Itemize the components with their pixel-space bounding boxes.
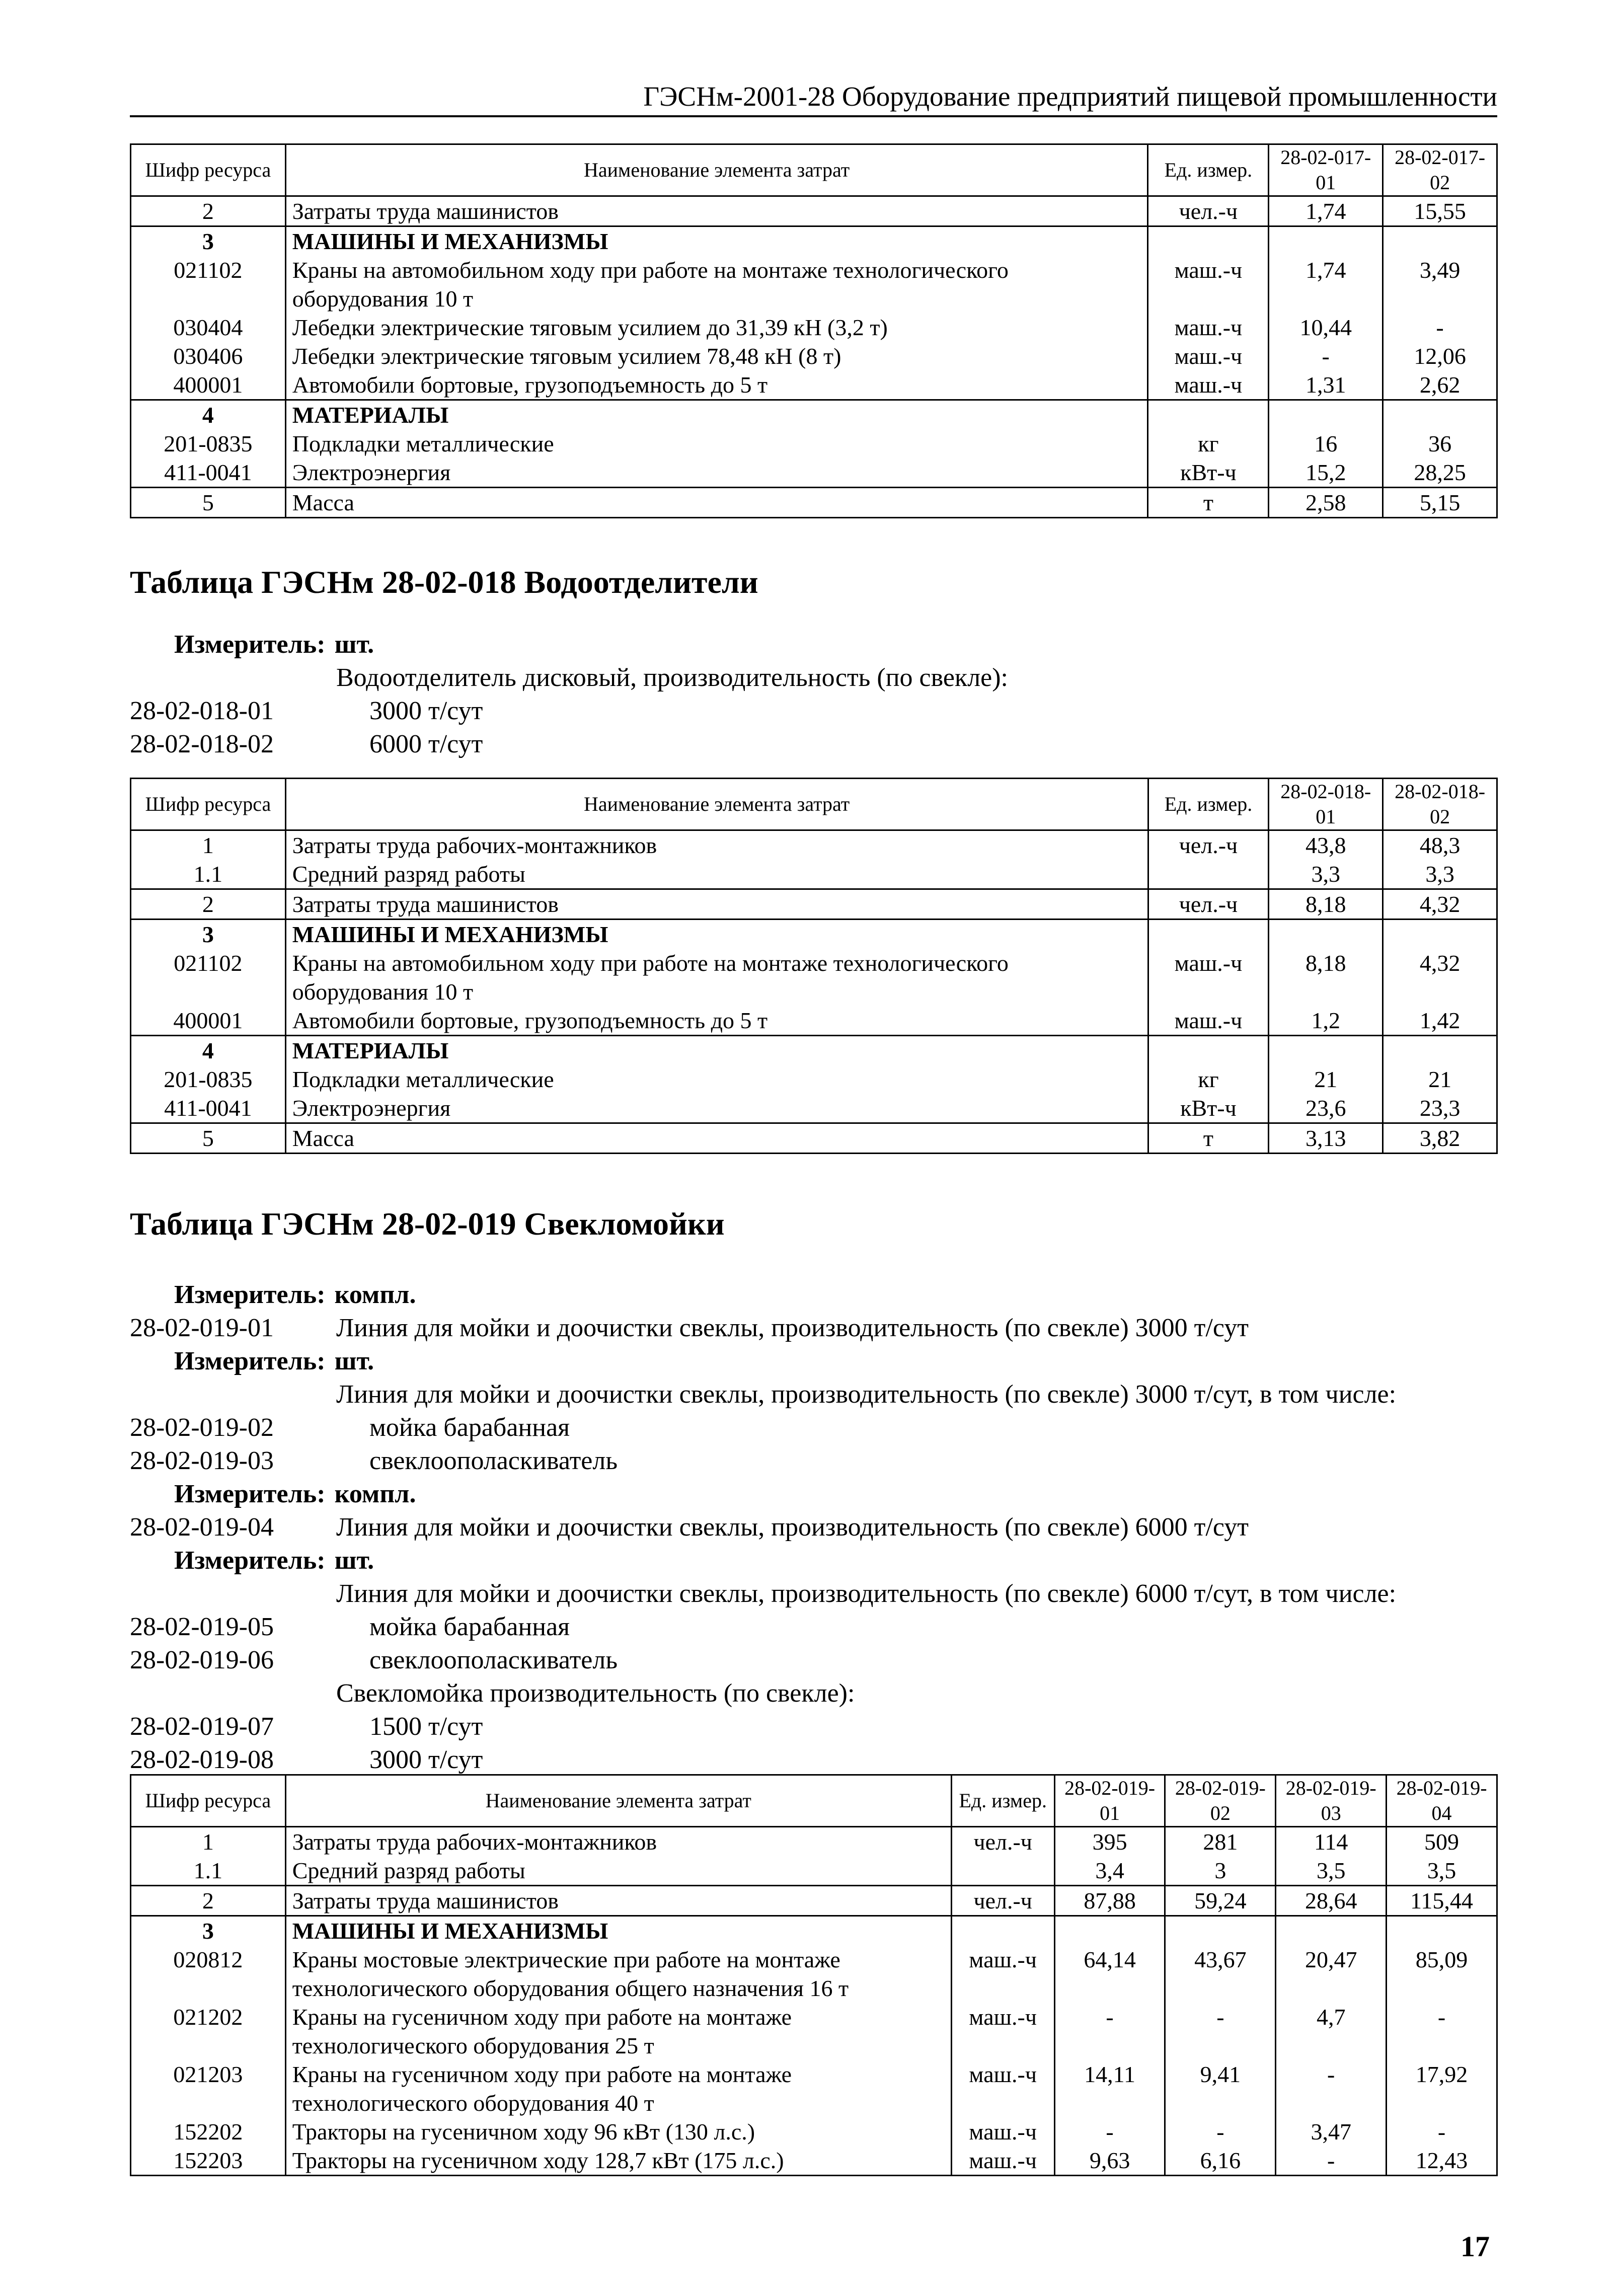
cell-value: 9,41 (1165, 2060, 1276, 2117)
item-code: 28-02-018-01 (130, 697, 274, 725)
cell-code: 400001 (131, 370, 286, 400)
cell-code: 3 (131, 1916, 286, 1946)
resource-table-019 (130, 1774, 1498, 2176)
item-code: 28-02-019-07 (130, 1712, 274, 1741)
cell-value (1269, 226, 1383, 256)
cell-unit: маш.-ч (951, 2117, 1054, 2146)
item-row (130, 1444, 1499, 1478)
item-text: свеклоополаскиватель (369, 1446, 618, 1475)
cell-value: 395 (1054, 1827, 1165, 1857)
cell-unit: кг (1148, 429, 1269, 458)
cell-code: 4 (131, 1036, 286, 1065)
cell-value (1383, 400, 1497, 430)
cell-value: 1,31 (1269, 370, 1383, 400)
cell-value: 5,15 (1383, 488, 1497, 518)
cell-name: Краны мостовые электрические при работе на монтаже технологического оборудования общего назначения 16 т (285, 1945, 951, 2003)
item-row (130, 1312, 1499, 1345)
cell-name: Затраты труда машинистов (285, 1886, 951, 1916)
item-text: Линия для мойки и доочистки свеклы, производительность (по свекле) 3000 т/сут (336, 1314, 1249, 1342)
cell-value: 28,25 (1383, 458, 1497, 488)
cell-unit: чел.-ч (1148, 889, 1269, 920)
cell-value: - (1383, 313, 1497, 342)
cell-value: 4,32 (1383, 949, 1497, 1006)
item-row (130, 1644, 1499, 1677)
cell-value: 10,44 (1269, 313, 1383, 342)
cell-value: 3,49 (1383, 256, 1497, 313)
cell-value: 23,3 (1383, 1094, 1497, 1123)
page-header: ГЭСНм-2001-28 Оборудование предприятий пищевой промышленности (130, 81, 1497, 117)
measure-label: Измеритель: (174, 1546, 326, 1575)
item-row (130, 1743, 1499, 1777)
table-row (131, 1094, 1497, 1123)
cell-value: 1,42 (1383, 1006, 1497, 1036)
measure-label: Измеритель: (174, 1347, 326, 1375)
table-row (131, 196, 1497, 226)
cell-code: 020812 (131, 1945, 286, 2003)
cell-name: Автомобили бортовые, грузоподъемность до 5 т (285, 1006, 1148, 1036)
desc-row (130, 661, 1499, 695)
cell-value (1383, 920, 1497, 949)
table-row (131, 458, 1497, 488)
item-code: 28-02-019-06 (130, 1646, 274, 1674)
cell-value: 3,3 (1383, 860, 1497, 889)
item-code: 28-02-019-01 (130, 1314, 274, 1342)
col-code-header: Шифр ресурса (131, 1775, 286, 1827)
cell-code: 411-0041 (131, 1094, 286, 1123)
cell-code: 2 (131, 196, 286, 226)
spec-block-019 (130, 1278, 1499, 1777)
item-text: мойка барабанная (369, 1613, 570, 1641)
table-row (131, 1065, 1497, 1094)
table-body (131, 1827, 1497, 2176)
item-code: 28-02-019-02 (130, 1413, 274, 1442)
cell-name: Краны на гусеничном ходу при работе на монтаже технологического оборудования 40 т (285, 2060, 951, 2117)
cell-code: 3 (131, 226, 286, 256)
cell-code: 021102 (131, 949, 286, 1006)
cell-unit: кВт-ч (1148, 1094, 1269, 1123)
item-text: свеклоополаскиватель (369, 1646, 618, 1674)
cell-value: 59,24 (1165, 1886, 1276, 1916)
cell-code: 5 (131, 488, 286, 518)
col-unit-header: Ед. измер. (951, 1775, 1054, 1827)
cell-value: 64,14 (1054, 1945, 1165, 2003)
cell-unit (1148, 400, 1269, 430)
item-text: 3000 т/сут (369, 697, 483, 725)
cell-code: 021102 (131, 256, 286, 313)
cell-code: 021203 (131, 2060, 286, 2117)
table-header-row (131, 1775, 1497, 1827)
cell-value: - (1276, 2146, 1387, 2176)
cell-name: Электроэнергия (285, 1094, 1148, 1123)
cell-value: 21 (1383, 1065, 1497, 1094)
cell-name: Лебедки электрические тяговым усилием до 31,39 кН (3,2 т) (285, 313, 1148, 342)
cell-value: 115,44 (1387, 1886, 1497, 1916)
col-code-header: Шифр ресурса (131, 144, 286, 196)
cell-value: 20,47 (1276, 1945, 1387, 2003)
cell-name: Лебедки электрические тяговым усилием 78,48 кН (8 т) (285, 342, 1148, 370)
table-row (131, 400, 1497, 430)
table-row (131, 370, 1497, 400)
col-value-header: 28-02-017-01 (1269, 144, 1383, 196)
table-row (131, 2003, 1497, 2060)
cell-unit: маш.-ч (1148, 370, 1269, 400)
cell-code: 4 (131, 400, 286, 430)
cell-value: 15,2 (1269, 458, 1383, 488)
cell-value (1387, 1916, 1497, 1946)
cell-name: Подкладки металлические (285, 429, 1148, 458)
measure-label: Измеритель: (174, 630, 326, 659)
cell-value: 9,63 (1054, 2146, 1165, 2176)
item-row (130, 1511, 1499, 1544)
desc-row (130, 1677, 1499, 1710)
col-name-header: Наименование элемента затрат (285, 1775, 951, 1827)
cell-code: 021202 (131, 2003, 286, 2060)
table-row (131, 1123, 1497, 1154)
cell-code: 3 (131, 920, 286, 949)
cell-unit: маш.-ч (951, 2146, 1054, 2176)
desc-row (130, 1378, 1499, 1411)
cell-name: Затраты труда машинистов (285, 889, 1148, 920)
col-value-header: 28-02-018-02 (1383, 779, 1497, 830)
measure-row (130, 1345, 1499, 1378)
measure-row (130, 1278, 1499, 1312)
cell-code: 1 (131, 830, 286, 860)
cell-unit: чел.-ч (951, 1827, 1054, 1857)
cell-name: МАТЕРИАЛЫ (285, 400, 1148, 430)
cell-value: 85,09 (1387, 1945, 1497, 2003)
cell-name: Затраты труда рабочих-монтажников (285, 1827, 951, 1857)
item-row (130, 695, 1499, 728)
cell-value (1054, 1916, 1165, 1946)
cell-value: 3,4 (1054, 1856, 1165, 1886)
cell-value: - (1387, 2003, 1497, 2060)
cell-code: 152203 (131, 2146, 286, 2176)
cell-name: Электроэнергия (285, 458, 1148, 488)
item-row (130, 1710, 1499, 1743)
description: Линия для мойки и доочистки свеклы, производительность (по свекле) 3000 т/сут, в том числе: (336, 1380, 1397, 1409)
cell-name: Подкладки металлические (285, 1065, 1148, 1094)
col-value-header: 28-02-019-01 (1054, 1775, 1165, 1827)
cell-unit (1148, 1036, 1269, 1065)
cell-code: 411-0041 (131, 458, 286, 488)
cell-value: 8,18 (1269, 889, 1383, 920)
item-text: мойка барабанная (369, 1413, 570, 1442)
cell-value: 2,62 (1383, 370, 1497, 400)
cell-value: 114 (1276, 1827, 1387, 1857)
cell-code: 030404 (131, 313, 286, 342)
cell-value: - (1276, 2060, 1387, 2117)
table-row (131, 256, 1497, 313)
table-row (131, 920, 1497, 949)
measure-value: шт. (334, 630, 374, 659)
cell-unit (1148, 920, 1269, 949)
cell-unit (1148, 860, 1269, 889)
cell-value: 14,11 (1054, 2060, 1165, 2117)
cell-unit: маш.-ч (951, 2060, 1054, 2117)
cell-value: 3,82 (1383, 1123, 1497, 1154)
measure-row (130, 628, 1499, 661)
cell-value: 3,47 (1276, 2117, 1387, 2146)
item-row (130, 728, 1499, 761)
cell-unit: кВт-ч (1148, 458, 1269, 488)
cell-value: 281 (1165, 1827, 1276, 1857)
cell-value (1276, 1916, 1387, 1946)
table-body (131, 196, 1497, 518)
cell-unit: маш.-ч (951, 2003, 1054, 2060)
spacer (130, 1378, 336, 1411)
cell-unit: маш.-ч (1148, 256, 1269, 313)
col-value-header: 28-02-019-03 (1276, 1775, 1387, 1827)
cell-unit: маш.-ч (1148, 342, 1269, 370)
cell-unit (951, 1916, 1054, 1946)
cell-value: 3,3 (1269, 860, 1383, 889)
cell-value: 509 (1387, 1827, 1497, 1857)
cell-value: 43,8 (1269, 830, 1383, 860)
cell-code: 152202 (131, 2117, 286, 2146)
measure-value: компл. (334, 1280, 416, 1309)
cell-unit: кг (1148, 1065, 1269, 1094)
cell-value: 16 (1269, 429, 1383, 458)
cell-value: 15,55 (1383, 196, 1497, 226)
table-body (131, 830, 1497, 1154)
table-row (131, 2060, 1497, 2117)
cell-name: Краны на автомобильном ходу при работе на монтаже технологического оборудования 10 т (285, 949, 1148, 1006)
cell-value: 17,92 (1387, 2060, 1497, 2117)
table-row (131, 949, 1497, 1006)
cell-unit: маш.-ч (1148, 313, 1269, 342)
cell-name: Масса (285, 1123, 1148, 1154)
item-text: 1500 т/сут (369, 1712, 483, 1741)
cell-value: - (1054, 2117, 1165, 2146)
col-value-header: 28-02-018-01 (1269, 779, 1383, 830)
cell-value (1383, 1036, 1497, 1065)
cell-value: 12,06 (1383, 342, 1497, 370)
cell-value: - (1054, 2003, 1165, 2060)
measure-value: шт. (334, 1546, 374, 1575)
table-row (131, 1856, 1497, 1886)
description: Водоотделитель дисковый, производительность (по свекле): (336, 663, 1008, 692)
cell-unit (951, 1856, 1054, 1886)
item-code: 28-02-019-03 (130, 1446, 274, 1475)
cell-value: 4,7 (1276, 2003, 1387, 2060)
cell-code: 1.1 (131, 1856, 286, 1886)
cell-code: 2 (131, 1886, 286, 1916)
cell-name: МАШИНЫ И МЕХАНИЗМЫ (285, 920, 1148, 949)
table-row (131, 313, 1497, 342)
cell-value: 1,74 (1269, 196, 1383, 226)
table-header-row (131, 144, 1497, 196)
description: Свекломойка производительность (по свекле): (336, 1679, 855, 1708)
table-row (131, 2146, 1497, 2176)
cell-value: 1,74 (1269, 256, 1383, 313)
cell-code: 5 (131, 1123, 286, 1154)
col-value-header: 28-02-019-04 (1387, 1775, 1497, 1827)
col-unit-header: Ед. измер. (1148, 144, 1269, 196)
table-row (131, 860, 1497, 889)
table-row (131, 1945, 1497, 2003)
cell-value: 8,18 (1269, 949, 1383, 1006)
cell-value: - (1165, 2117, 1276, 2146)
cell-name: Тракторы на гусеничном ходу 96 кВт (130 л.с.) (285, 2117, 951, 2146)
cell-unit (1148, 226, 1269, 256)
cell-value: 87,88 (1054, 1886, 1165, 1916)
cell-unit: т (1148, 488, 1269, 518)
col-value-header: 28-02-017-02 (1383, 144, 1497, 196)
table-row (131, 488, 1497, 518)
cell-value (1165, 1916, 1276, 1946)
item-text: 6000 т/сут (369, 730, 483, 758)
measure-row (130, 1544, 1499, 1577)
cell-code: 1.1 (131, 860, 286, 889)
table-row (131, 2117, 1497, 2146)
cell-value: - (1165, 2003, 1276, 2060)
description: Линия для мойки и доочистки свеклы, производительность (по свекле) 6000 т/сут, в том числе: (336, 1579, 1397, 1608)
cell-code: 2 (131, 889, 286, 920)
cell-unit: маш.-ч (1148, 1006, 1269, 1036)
cell-value: - (1269, 342, 1383, 370)
cell-unit: маш.-ч (1148, 949, 1269, 1006)
cell-name: Затраты труда машинистов (285, 196, 1148, 226)
table-row (131, 889, 1497, 920)
cell-value: 43,67 (1165, 1945, 1276, 2003)
cell-value: 21 (1269, 1065, 1383, 1094)
cell-value: 1,2 (1269, 1006, 1383, 1036)
table-row (131, 1827, 1497, 1857)
cell-unit: чел.-ч (1148, 196, 1269, 226)
cell-unit: т (1148, 1123, 1269, 1154)
table-row (131, 1886, 1497, 1916)
cell-name: МАТЕРИАЛЫ (285, 1036, 1148, 1065)
spacer (130, 1677, 336, 1710)
col-unit-header: Ед. измер. (1148, 779, 1269, 830)
item-code: 28-02-019-08 (130, 1745, 274, 1774)
cell-unit: чел.-ч (951, 1886, 1054, 1916)
table-row (131, 342, 1497, 370)
col-code-header: Шифр ресурса (131, 779, 286, 830)
item-code: 28-02-019-05 (130, 1613, 274, 1641)
desc-row (130, 1577, 1499, 1611)
cell-value: - (1387, 2117, 1497, 2146)
table-title-019: Таблица ГЭСНм 28-02-019 Свекломойки (130, 1206, 725, 1242)
cell-code: 201-0835 (131, 1065, 286, 1094)
cell-value: 23,6 (1269, 1094, 1383, 1123)
item-code: 28-02-019-04 (130, 1513, 274, 1542)
resource-table-018 (130, 778, 1498, 1154)
cell-name: МАШИНЫ И МЕХАНИЗМЫ (285, 1916, 951, 1946)
item-code: 28-02-018-02 (130, 730, 274, 758)
cell-value: 12,43 (1387, 2146, 1497, 2176)
measure-value: компл. (334, 1480, 416, 1508)
cell-value (1269, 1036, 1383, 1065)
table-header-row (131, 779, 1497, 830)
cell-value: 3 (1165, 1856, 1276, 1886)
cell-value: 3,5 (1276, 1856, 1387, 1886)
cell-name: Автомобили бортовые, грузоподъемность до 5 т (285, 370, 1148, 400)
cell-value: 36 (1383, 429, 1497, 458)
col-name-header: Наименование элемента затрат (285, 144, 1148, 196)
cell-unit: маш.-ч (951, 1945, 1054, 2003)
item-row (130, 1411, 1499, 1444)
measure-value: шт. (334, 1347, 374, 1375)
spec-block-018 (130, 628, 1499, 761)
cell-value: 48,3 (1383, 830, 1497, 860)
spacer (130, 1577, 336, 1611)
table-row (131, 429, 1497, 458)
cell-value (1383, 226, 1497, 256)
cell-code: 1 (131, 1827, 286, 1857)
cell-value: 28,64 (1276, 1886, 1387, 1916)
cell-value: 3,13 (1269, 1123, 1383, 1154)
col-value-header: 28-02-019-02 (1165, 1775, 1276, 1827)
cell-code: 201-0835 (131, 429, 286, 458)
measure-row (130, 1478, 1499, 1511)
measure-label: Измеритель: (174, 1480, 326, 1508)
table-title-018: Таблица ГЭСНм 28-02-018 Водоотделители (130, 564, 758, 600)
cell-code: 400001 (131, 1006, 286, 1036)
cell-unit: чел.-ч (1148, 830, 1269, 860)
cell-name: МАШИНЫ И МЕХАНИЗМЫ (285, 226, 1148, 256)
table-row (131, 1916, 1497, 1946)
cell-name: Средний разряд работы (285, 1856, 951, 1886)
item-text: Линия для мойки и доочистки свеклы, производительность (по свекле) 6000 т/сут (336, 1513, 1249, 1542)
cell-value: 4,32 (1383, 889, 1497, 920)
cell-value: 2,58 (1269, 488, 1383, 518)
cell-name: Краны на гусеничном ходу при работе на монтаже технологического оборудования 25 т (285, 2003, 951, 2060)
cell-value (1269, 400, 1383, 430)
cell-name: Тракторы на гусеничном ходу 128,7 кВт (175 л.с.) (285, 2146, 951, 2176)
item-row (130, 1611, 1499, 1644)
cell-name: Средний разряд работы (285, 860, 1148, 889)
cell-code: 030406 (131, 342, 286, 370)
measure-label: Измеритель: (174, 1280, 326, 1309)
cell-value (1269, 920, 1383, 949)
page-number: 17 (1461, 2230, 1490, 2263)
table-row (131, 830, 1497, 860)
table-row (131, 1006, 1497, 1036)
table-row (131, 1036, 1497, 1065)
resource-table-017 (130, 143, 1498, 518)
col-name-header: Наименование элемента затрат (285, 779, 1148, 830)
cell-name: Затраты труда рабочих-монтажников (285, 830, 1148, 860)
cell-name: Краны на автомобильном ходу при работе на монтаже технологического оборудования 10 т (285, 256, 1148, 313)
item-text: 3000 т/сут (369, 1745, 483, 1774)
cell-value: 6,16 (1165, 2146, 1276, 2176)
cell-name: Масса (285, 488, 1148, 518)
table-row (131, 226, 1497, 256)
cell-value: 3,5 (1387, 1856, 1497, 1886)
